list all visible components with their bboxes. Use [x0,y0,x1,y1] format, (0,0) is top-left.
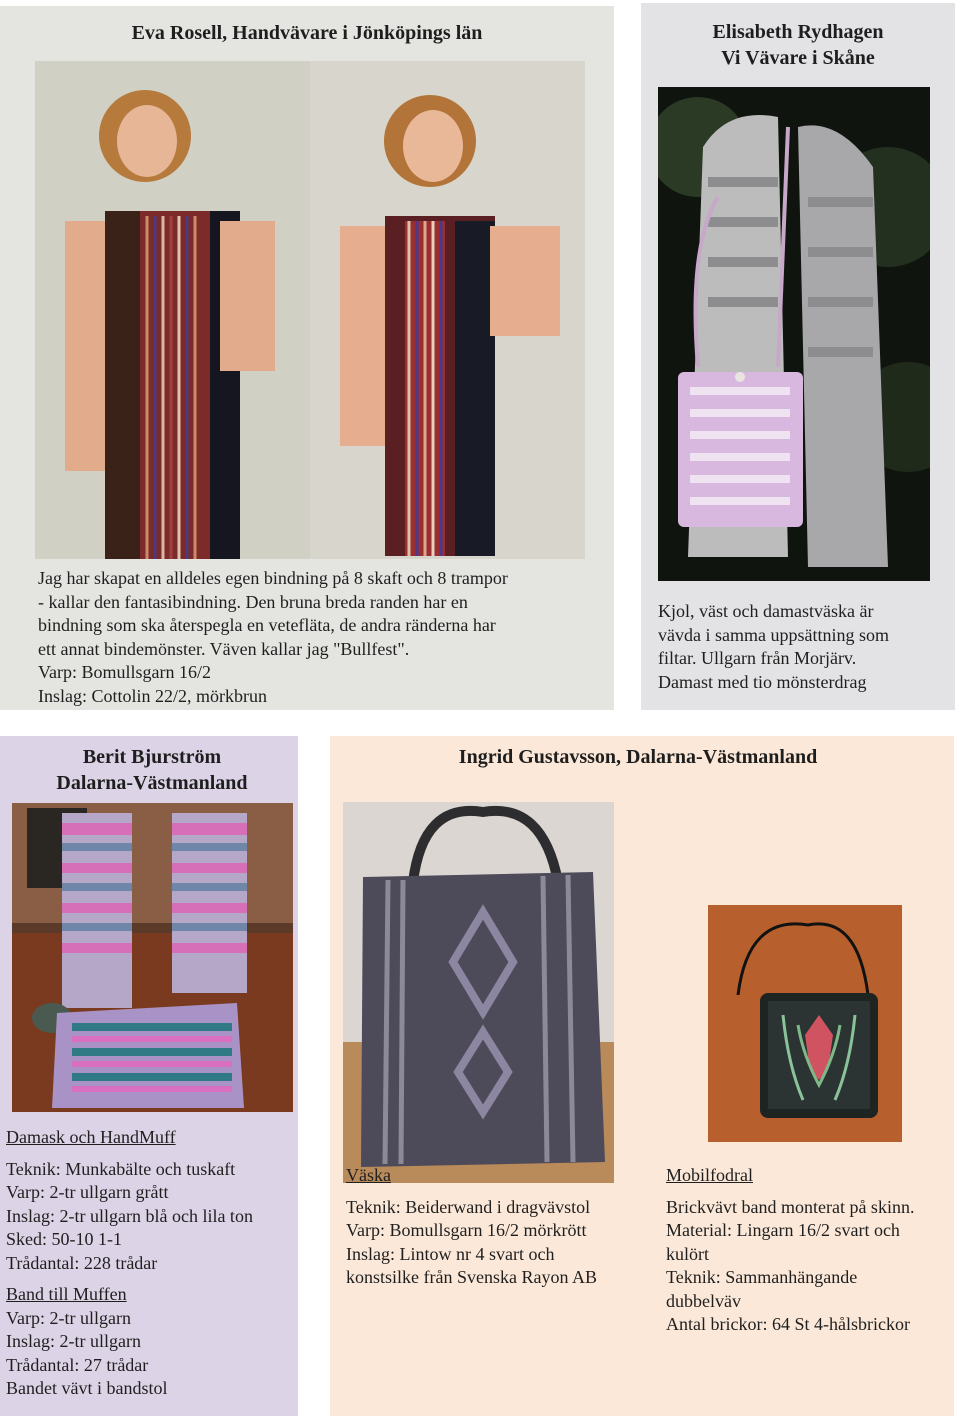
eva-line-2: - kallar den fantasibindning. Den bruna breda randen har en [38,591,468,612]
berit-spacer [6,1150,253,1158]
berit-s2-line-1: Varp: 2-tr ullgarn [6,1307,131,1328]
berit-s1-line-2: Varp: 2-tr ullgarn grått [6,1182,169,1202]
gaiters-muff-photo [12,803,293,1112]
berit-title [0,744,304,796]
eva-line-1: Jag har skapat en alldeles egen bindning på 8 skaft och 8 trampor [38,568,508,588]
berit-section2-heading: Band till Muffen [6,1284,127,1304]
berit-s2-line-2: Inslag: 2-tr ullgarn [6,1331,141,1351]
berit-section1-heading: Damask och HandMuff [6,1127,176,1147]
bag-spacer [346,1188,597,1196]
berit-bjurstrom-panel [0,736,298,1416]
bag-line-1: Teknik: Beiderwand i dragvävstol [346,1196,591,1217]
mobile-line-6: Antal brickor: 64 St 4-hålsbrickor [666,1314,910,1334]
bag-line-3: Inslag: Lintow nr 4 svart och [346,1243,555,1264]
mobile-heading: Mobilfodral [666,1165,753,1185]
elisabeth-line-2: vävda i samma uppsättning som [658,624,889,645]
ingrid-gustavsson-panel [330,736,954,1416]
ingrid-title: Ingrid Gustavsson, Dalarna-Västmanland [458,746,818,768]
eva-line-6: Inslag: Cottolin 22/2, mörkbrun [38,685,267,706]
berit-spacer [6,1275,253,1283]
damask-bag-photo [658,87,930,581]
mobile-line-4: Teknik: Sammanhängande [666,1267,858,1287]
bag-line-2: Varp: Bomullsgarn 16/2 mörkrött [346,1220,587,1240]
berit-s2-line-3: Trådantal: 27 trådar [6,1354,149,1375]
elisabeth-line-4: Damast med tio mönsterdrag [658,671,867,692]
mobile-line-2: Material: Lingarn 16/2 svart och [666,1220,900,1240]
elisabeth-line-1: Kjol, väst och damastväska är [658,601,874,621]
berit-region: Dalarna-Västmanland [56,772,248,794]
elisabeth-guild: Vi Vävare i Skåne [721,47,875,69]
elisabeth-rydhagen-panel [641,3,955,710]
tote-bag-photo [343,802,614,1183]
eva-rosell-panel [0,6,614,710]
eva-line-3: bindning som ska återspegla en veteflätа, de andra ränderna har [38,615,496,635]
berit-s1-line-5: Trådantal: 228 trådar [6,1252,158,1273]
berit-s1-line-1: Teknik: Munkabälte och tuskaft [6,1158,236,1179]
mobile-line-5: dubbelväv [666,1290,741,1311]
eva-line-4: ett annat bindemönster. Väven kallar jag "Bullfest". [38,638,410,659]
elisabeth-title [641,19,955,71]
elisabeth-description [658,600,889,694]
elisabeth-line-3: filtar. Ullgarn från Morjärv. [658,648,857,668]
bag-line-4: konstsilke från Svenska Rayon AB [346,1267,597,1287]
berit-s2-line-4: Bandet vävt i bandstol [6,1378,168,1398]
mobile-description [666,1164,914,1337]
bag-description [346,1164,597,1290]
eva-title: Eva Rosell, Handvävare i Jönköpings län [131,22,483,44]
berit-description [6,1126,253,1401]
berit-s1-line-4: Sked: 50-10 1-1 [6,1229,122,1249]
mobile-line-3: kulört [666,1243,709,1264]
eva-description [38,567,508,708]
mobile-line-1: Brickvävt band monterat på skinn. [666,1196,915,1217]
eva-line-5: Varp: Bomullsgarn 16/2 [38,662,211,682]
mobile-spacer [666,1188,914,1196]
bag-heading: Väska [346,1165,391,1185]
apron-photo [35,61,585,559]
berit-name: Berit Bjurström [82,746,222,768]
elisabeth-name: Elisabeth Rydhagen [712,21,884,43]
mobile-case-photo [708,905,902,1142]
berit-s1-line-3: Inslag: 2-tr ullgarn blå och lila ton [6,1205,253,1226]
